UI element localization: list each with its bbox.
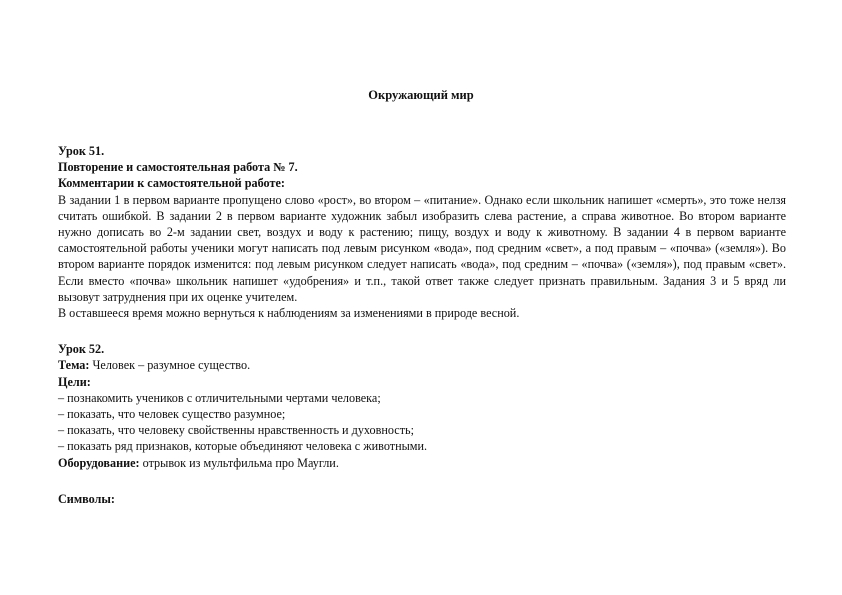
lesson-51-remaining-time: В оставшееся время можно вернуться к наблюдениям за изменениями в природе весной. [58, 306, 520, 321]
section-spacer [58, 471, 786, 491]
lesson-52-topic [58, 357, 786, 373]
goals-label: Цели: [58, 374, 91, 389]
goal-item: – познакомить учеников с отличительными чертами человека; [58, 390, 381, 405]
section-spacer [58, 321, 786, 341]
document-body [58, 143, 786, 507]
topic-label: Тема: [58, 358, 90, 373]
lesson-52-equipment [58, 455, 786, 471]
equipment-text: отрывок из мультфильма про Маугли. [139, 455, 339, 470]
page-title: Окружающий мир [368, 88, 474, 102]
lesson-52-heading: Урок 52. [58, 342, 105, 357]
topic-text: Человек – разумное существо. [89, 358, 251, 373]
symbols-label: Символы: [58, 491, 115, 506]
lesson-51-comments-text: В задании 1 в первом варианте пропущено слово «рост», во втором – «питание». Однако если школьник напишет «смерть», это тоже нелзя считать ошибкой. В задании 2 в первом варианте художник забыл изобразить слева растение, а справа животное. Во втором варианте нужно дописать во 2-м задании свет, воздух и воду к растению; пищу, воздух и воду к животному. В задании 4 в первом варианте самостоятельной работы ученики могут написать под левым рисунком «вода», под средним «свет», а под правым – «почва» («земля»). Во втором варианте порядок изменится: под левым рисунком следует написать «вода», под средним – «почва» («земля»), под правым «свет». Если вместо «почва» школьник напишет «удобрения» и т.п., такой ответ также следует признать правильным. Задания 3 и 5 вряд ли вызовут затруднения при их оценке учителем. [58, 192, 786, 304]
lesson-51-subheading: Повторение и самостоятельная работа № 7. [58, 160, 298, 175]
goal-item: – показать, что человек существо разумное; [58, 407, 286, 422]
lesson-51-comments-label: Комментарии к самостоятельной работе: [58, 176, 285, 191]
goal-item: – показать ряд признаков, которые объединяют человека с животными. [58, 439, 428, 454]
goal-item: – показать, что человеку свойственны нравственность и духовность; [58, 423, 414, 438]
equipment-label: Оборудование: [58, 455, 140, 470]
lesson-51-heading: Урок 51. [58, 144, 105, 158]
